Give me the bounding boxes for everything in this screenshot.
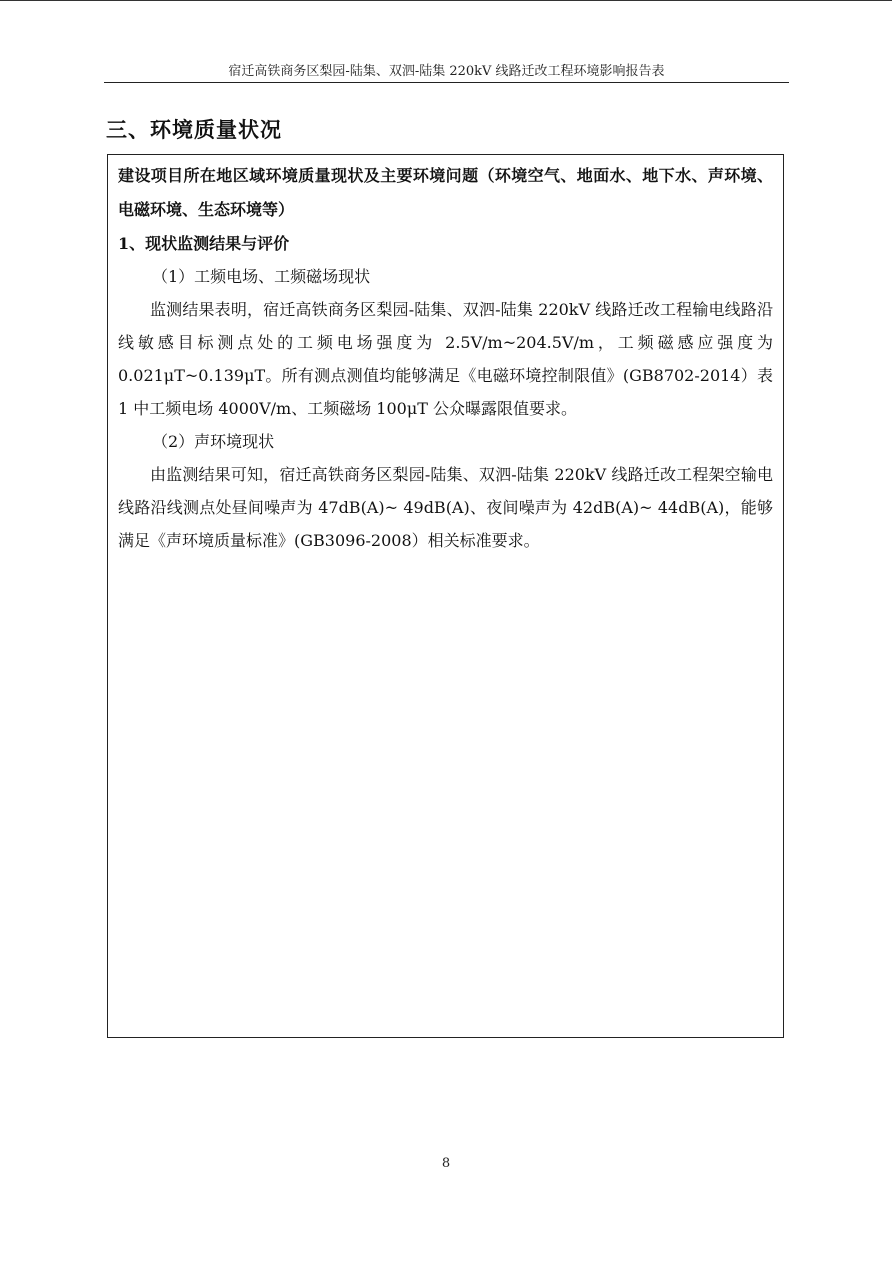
page-top-edge bbox=[0, 0, 892, 1]
header-rule bbox=[104, 82, 789, 83]
monitoring-results-heading: 1、现状监测结果与评价 bbox=[118, 234, 290, 253]
content-box bbox=[107, 154, 784, 1038]
box-heading: 建设项目所在地区域环境质量现状及主要环境问题（环境空气、地面水、地下水、声环境、电磁环境、生态环境等） bbox=[118, 166, 773, 219]
section-title: 三、环境质量状况 bbox=[106, 117, 282, 142]
noise-status-paragraph: 由监测结果可知，宿迁高铁商务区梨园-陆集、双泗-陆集 220kV 线路迁改工程架空输电线路沿线测点处昼间噪声为 47dB(A)~ 49dB(A)、夜间噪声为 42dB(A)~ 44dB(A)，能够满足《声环境质量标准》(GB3096-2008）相关标准要求。 bbox=[118, 465, 773, 550]
emf-status-heading: （1）工频电场、工频磁场现状 bbox=[152, 267, 371, 286]
emf-status-paragraph: 监测结果表明，宿迁高铁商务区梨园-陆集、双泗-陆集 220kV 线路迁改工程输电线路沿线敏感目标测点处的工频电场强度为 2.5V/m~204.5V/m，工频磁感应强度为 0.021μT~0.139μT。所有测点测值均能够满足《电磁环境控制限值》(GB8702-2014）表 1 中工频电场 4000V/m、工频磁场 100μT 公众曝露限值要求。 bbox=[118, 300, 773, 418]
noise-status-heading: （2）声环境现状 bbox=[152, 432, 275, 451]
running-header: 宿迁高铁商务区梨园-陆集、双泗-陆集 220kV 线路迁改工程环境影响报告表 bbox=[228, 64, 665, 79]
page-number: 8 bbox=[441, 1156, 451, 1171]
